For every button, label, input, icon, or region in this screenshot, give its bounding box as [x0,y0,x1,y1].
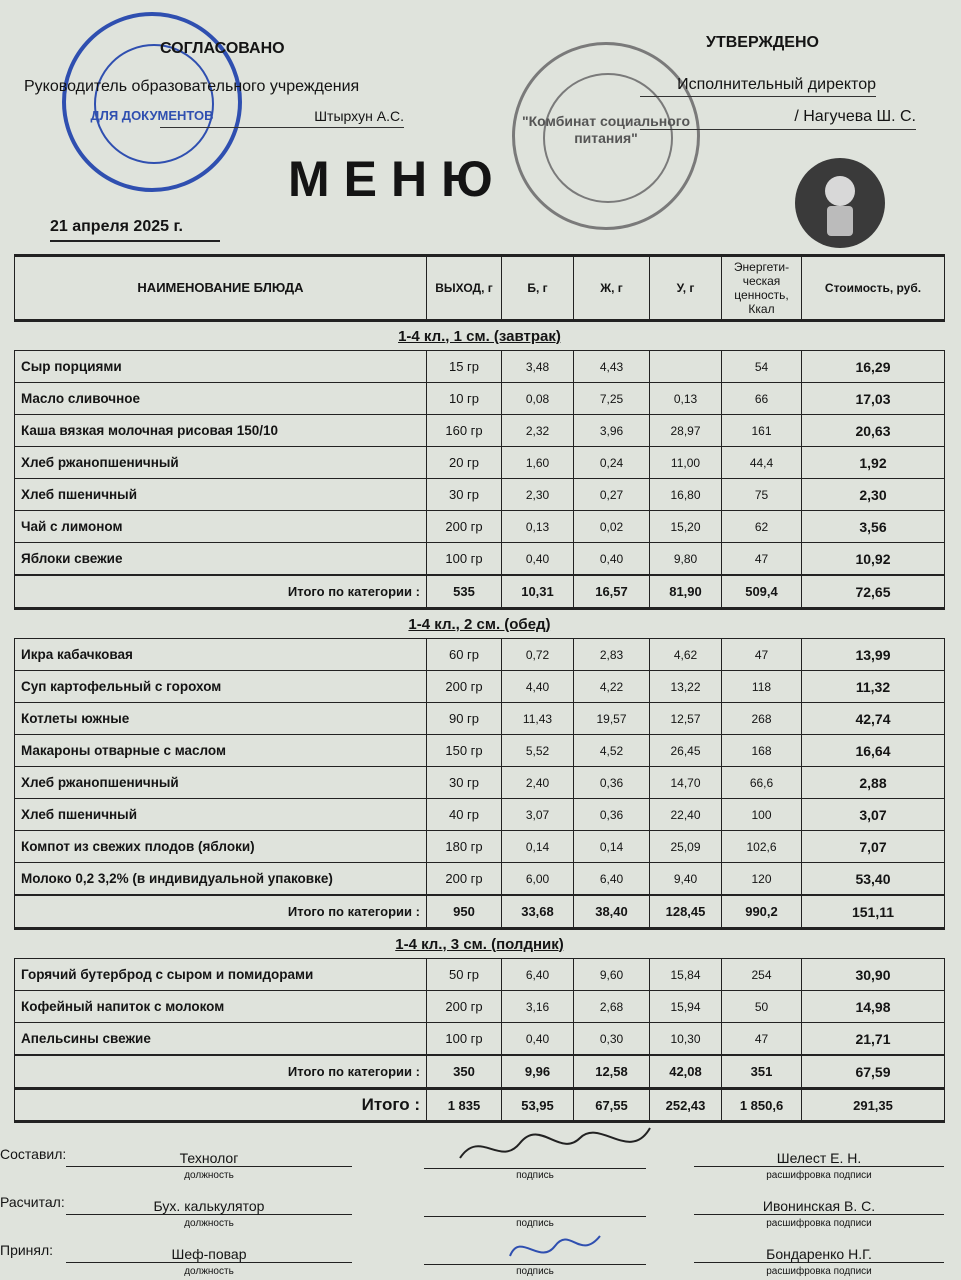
total-kcal: 509,4 [722,575,802,609]
signature-caption: подпись [516,1266,554,1277]
total-u: 42,08 [650,1055,722,1089]
cell-b: 11,43 [502,703,574,735]
cell-u: 12,57 [650,703,722,735]
cell-u: 14,70 [650,767,722,799]
cell-b: 4,40 [502,671,574,703]
cell-out: 15 гр [427,351,502,383]
category-total-row [15,575,945,609]
page-title: МЕНЮ [288,151,507,207]
signature-role-label: Принял: [0,1242,54,1258]
signature-position: Шеф-повар [66,1246,352,1263]
total-zh: 16,57 [574,575,650,609]
total-zh: 12,58 [574,1055,650,1089]
table-row [15,639,945,671]
table-header-row [15,256,945,321]
column-header: Б, г [502,256,574,321]
dish-name: Масло сливочное [15,383,427,415]
category-total-row [15,895,945,929]
table-row [15,415,945,447]
dish-name: Икра кабачковая [15,639,427,671]
cell-u: 15,84 [650,959,722,991]
cell-zh: 19,57 [574,703,650,735]
cell-u: 4,62 [650,639,722,671]
signature-caption: подпись [516,1170,554,1181]
approved-left-heading: СОГЛАСОВАНО [160,40,285,57]
logo [795,158,885,248]
cell-zh: 2,68 [574,991,650,1023]
cell-zh: 9,60 [574,959,650,991]
cell-out: 10 гр [427,383,502,415]
menu-date: 21 апреля 2025 г. [50,218,220,242]
signatory-name: Шелест Е. Н. [694,1150,944,1167]
cell-cost: 3,56 [802,511,945,543]
blue-stamp-text: ДЛЯ ДОКУМЕНТОВ [90,108,214,123]
column-header: Ж, г [574,256,650,321]
cell-out: 100 гр [427,1023,502,1056]
cell-cost: 42,74 [802,703,945,735]
grand-total-cost: 291,35 [802,1089,945,1122]
cell-u: 16,80 [650,479,722,511]
cell-kcal: 44,4 [722,447,802,479]
section-title: 1-4 кл., 3 см. (полдник) [395,935,564,953]
section-title: 1-4 кл., 1 см. (завтрак) [398,327,561,345]
column-header: НАИМЕНОВАНИЕ БЛЮДА [15,256,427,321]
cell-u: 26,45 [650,735,722,767]
cell-zh: 7,25 [574,383,650,415]
dish-name: Суп картофельный с горохом [15,671,427,703]
table-row [15,351,945,383]
cell-b: 0,08 [502,383,574,415]
cell-zh: 0,40 [574,543,650,576]
total-cost: 72,65 [802,575,945,609]
name-caption: расшифровка подписи [766,1266,872,1277]
cell-cost: 11,32 [802,671,945,703]
cell-kcal: 118 [722,671,802,703]
cell-cost: 1,92 [802,447,945,479]
total-cost: 67,59 [802,1055,945,1089]
column-header: У, г [650,256,722,321]
cell-b: 0,72 [502,639,574,671]
dish-name: Макароны отварные с маслом [15,735,427,767]
dish-name: Котлеты южные [15,703,427,735]
table-row [15,1023,945,1056]
organization-stamp-gray [512,42,700,230]
total-u: 128,45 [650,895,722,929]
cell-kcal: 47 [722,543,802,576]
cell-b: 3,07 [502,799,574,831]
cell-out: 50 гр [427,959,502,991]
handwritten-signature-1 [440,1118,670,1178]
cell-out: 150 гр [427,735,502,767]
cell-out: 90 гр [427,703,502,735]
cell-cost: 30,90 [802,959,945,991]
cell-kcal: 54 [722,351,802,383]
signature-caption: подпись [516,1218,554,1229]
signature-role-label: Составил: [0,1146,67,1162]
total-out: 950 [427,895,502,929]
cell-b: 2,32 [502,415,574,447]
cell-u: 15,94 [650,991,722,1023]
dish-name: Компот из свежих плодов (яблоки) [15,831,427,863]
cell-kcal: 100 [722,799,802,831]
cell-cost: 20,63 [802,415,945,447]
column-header: Энергети-ческая ценность, Ккал [722,256,802,321]
cell-zh: 0,30 [574,1023,650,1056]
signature-line [424,1216,646,1217]
dish-name: Хлеб ржанопшеничный [15,767,427,799]
grand-total-b: 53,95 [502,1089,574,1122]
cell-kcal: 161 [722,415,802,447]
cell-zh: 6,40 [574,863,650,896]
table-row [15,959,945,991]
column-header: ВЫХОД, г [427,256,502,321]
signatory-name: Ивонинская В. С. [694,1198,944,1215]
table-row [15,511,945,543]
cell-zh: 3,96 [574,415,650,447]
cell-cost: 10,92 [802,543,945,576]
table-row [15,863,945,896]
column-header: Стоимость, руб. [802,256,945,321]
cell-zh: 4,52 [574,735,650,767]
cell-cost: 53,40 [802,863,945,896]
cell-out: 200 гр [427,671,502,703]
cell-b: 1,60 [502,447,574,479]
cell-b: 5,52 [502,735,574,767]
right-signatory-name: / Нагучева Ш. С. [640,108,916,130]
total-u: 81,90 [650,575,722,609]
table-row [15,479,945,511]
menu-table [14,254,945,1123]
table-row [15,799,945,831]
cell-kcal: 66,6 [722,767,802,799]
table-row [15,831,945,863]
cell-out: 20 гр [427,447,502,479]
cell-u: 0,13 [650,383,722,415]
cell-u: 28,97 [650,415,722,447]
cell-u: 9,40 [650,863,722,896]
cell-kcal: 62 [722,511,802,543]
cell-zh: 0,24 [574,447,650,479]
total-b: 9,96 [502,1055,574,1089]
cell-kcal: 168 [722,735,802,767]
cell-cost: 2,30 [802,479,945,511]
dish-name: Каша вязкая молочная рисовая 150/10 [15,415,427,447]
section-title: 1-4 кл., 2 см. (обед) [408,615,551,633]
cell-zh: 0,27 [574,479,650,511]
cell-kcal: 47 [722,639,802,671]
cell-out: 100 гр [427,543,502,576]
signature-position: Технолог [66,1150,352,1167]
cell-zh: 2,83 [574,639,650,671]
cell-out: 60 гр [427,639,502,671]
cell-b: 3,48 [502,351,574,383]
total-zh: 38,40 [574,895,650,929]
left-role: Руководитель образовательного учреждения [24,78,360,95]
cell-kcal: 254 [722,959,802,991]
grand-total-zh: 67,55 [574,1089,650,1122]
table-row [15,991,945,1023]
dish-name: Горячий бутерброд с сыром и помидорами [15,959,427,991]
table-row [15,447,945,479]
cell-out: 30 гр [427,479,502,511]
signature-role-label: Расчитал: [0,1194,65,1210]
cell-zh: 4,43 [574,351,650,383]
cell-u: 9,80 [650,543,722,576]
dish-name: Сыр порциями [15,351,427,383]
cell-zh: 0,14 [574,831,650,863]
category-total-row [15,1055,945,1089]
section-row [15,929,945,959]
cell-out: 200 гр [427,511,502,543]
cell-out: 40 гр [427,799,502,831]
grand-total-label: Итого : [15,1089,427,1122]
dish-name: Молоко 0,2 3,2% (в индивидуальной упаковке) [15,863,427,896]
dish-name: Хлеб пшеничный [15,479,427,511]
cell-u: 10,30 [650,1023,722,1056]
cell-u: 11,00 [650,447,722,479]
cell-cost: 13,99 [802,639,945,671]
cell-out: 200 гр [427,991,502,1023]
cell-b: 0,40 [502,543,574,576]
dish-name: Чай с лимоном [15,511,427,543]
cell-kcal: 268 [722,703,802,735]
cell-u: 13,22 [650,671,722,703]
organization-stamp-blue [62,12,242,192]
cell-out: 30 гр [427,767,502,799]
table-row [15,703,945,735]
grand-total-out: 1 835 [427,1089,502,1122]
cell-cost: 7,07 [802,831,945,863]
total-cost: 151,11 [802,895,945,929]
dish-name: Кофейный напиток с молоком [15,991,427,1023]
position-caption: должность [184,1170,234,1181]
cell-b: 2,40 [502,767,574,799]
cell-out: 200 гр [427,863,502,896]
cell-zh: 0,36 [574,799,650,831]
cell-out: 180 гр [427,831,502,863]
grand-total-row [15,1089,945,1122]
dish-name: Яблоки свежие [15,543,427,576]
section-row [15,609,945,639]
grand-total-u: 252,43 [650,1089,722,1122]
cell-cost: 21,71 [802,1023,945,1056]
cell-cost: 2,88 [802,767,945,799]
cell-zh: 0,02 [574,511,650,543]
total-label: Итого по категории : [15,1055,427,1089]
cell-b: 6,40 [502,959,574,991]
gray-stamp-text: "Комбинат социального питания" [521,113,690,146]
total-label: Итого по категории : [15,575,427,609]
handwritten-signature-3 [500,1226,610,1276]
total-label: Итого по категории : [15,895,427,929]
cell-zh: 4,22 [574,671,650,703]
cell-out: 160 гр [427,415,502,447]
name-caption: расшифровка подписи [766,1170,872,1181]
cell-cost: 14,98 [802,991,945,1023]
cell-u: 15,20 [650,511,722,543]
table-row [15,543,945,576]
total-b: 33,68 [502,895,574,929]
approved-right-heading: УТВЕРЖДЕНО [706,34,819,51]
dish-name: Хлеб пшеничный [15,799,427,831]
cell-kcal: 102,6 [722,831,802,863]
cell-cost: 3,07 [802,799,945,831]
grand-total-kcal: 1 850,6 [722,1089,802,1122]
table-row [15,735,945,767]
dish-name: Апельсины свежие [15,1023,427,1056]
cell-kcal: 75 [722,479,802,511]
table-row [15,767,945,799]
table-row [15,383,945,415]
section-row [15,321,945,351]
cell-u: 25,09 [650,831,722,863]
right-role: Исполнительный директор [640,76,876,97]
total-out: 535 [427,575,502,609]
cell-b: 6,00 [502,863,574,896]
cell-kcal: 47 [722,1023,802,1056]
total-b: 10,31 [502,575,574,609]
cell-u: 22,40 [650,799,722,831]
cell-b: 3,16 [502,991,574,1023]
left-signatory-name: Штырхун А.С. [160,108,404,128]
position-caption: должность [184,1266,234,1277]
cell-cost: 16,64 [802,735,945,767]
name-caption: расшифровка подписи [766,1218,872,1229]
dish-name: Хлеб ржанопшеничный [15,447,427,479]
cell-cost: 16,29 [802,351,945,383]
signatory-name: Бондаренко Н.Г. [694,1246,944,1263]
signature-position: Бух. калькулятор [66,1198,352,1215]
total-kcal: 351 [722,1055,802,1089]
cell-kcal: 50 [722,991,802,1023]
cell-kcal: 66 [722,383,802,415]
cell-u [650,351,722,383]
total-kcal: 990,2 [722,895,802,929]
cell-b: 0,14 [502,831,574,863]
cell-b: 2,30 [502,479,574,511]
cell-zh: 0,36 [574,767,650,799]
table-row [15,671,945,703]
total-out: 350 [427,1055,502,1089]
position-caption: должность [184,1218,234,1229]
cell-b: 0,40 [502,1023,574,1056]
cell-cost: 17,03 [802,383,945,415]
cell-kcal: 120 [722,863,802,896]
cell-b: 0,13 [502,511,574,543]
